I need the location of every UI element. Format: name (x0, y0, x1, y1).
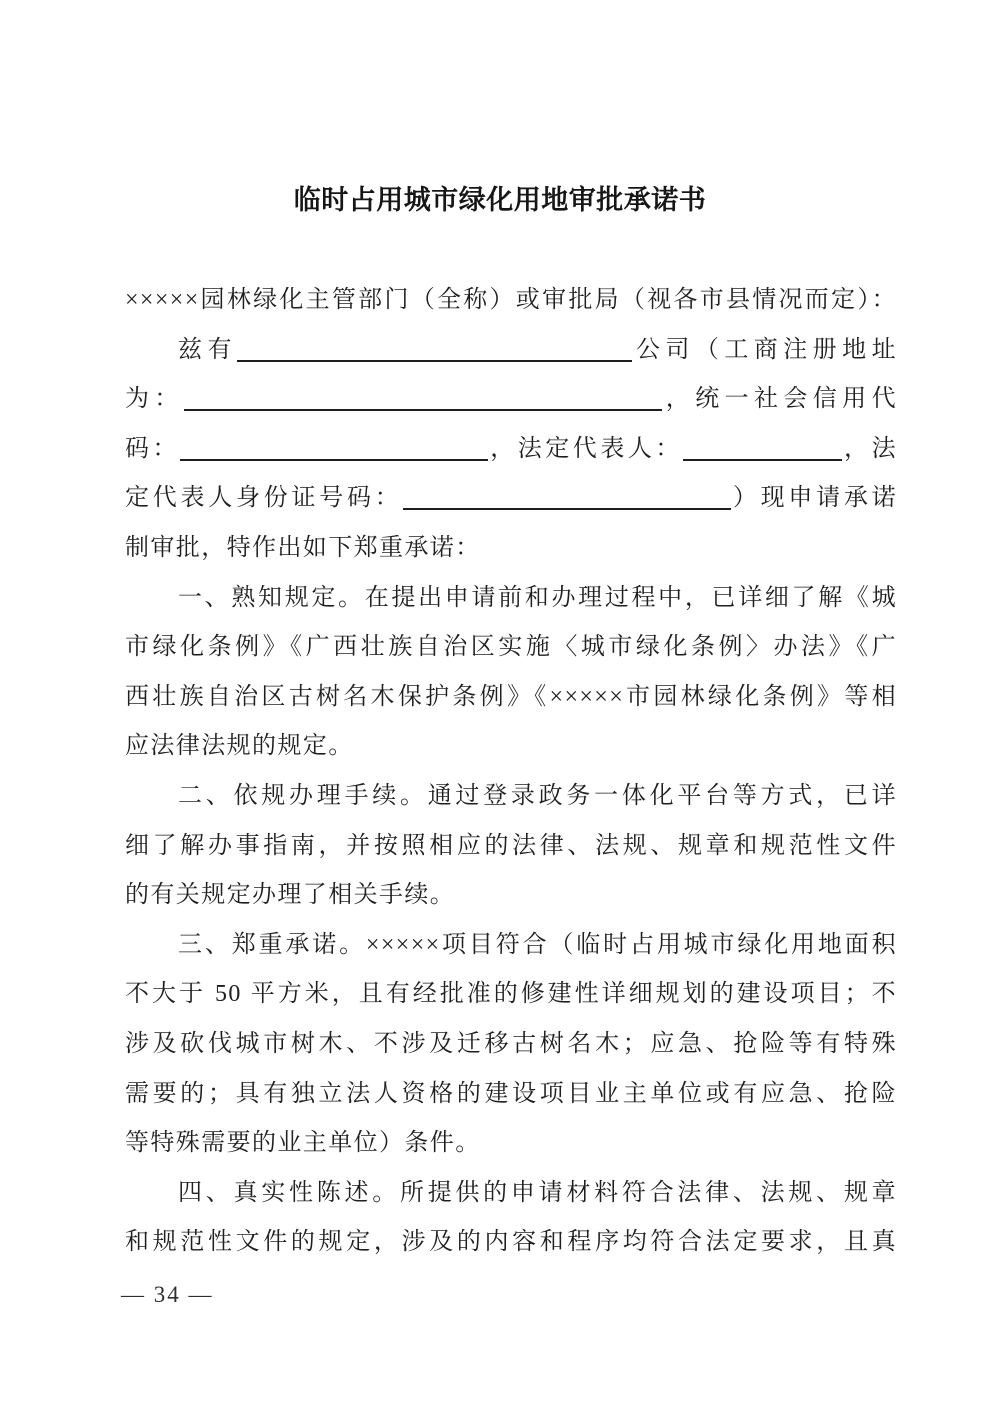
id-number-line (125, 474, 897, 524)
address-line (125, 375, 897, 425)
text-segment: 三、郑重承诺。×××××项目符合（临时占用城市绿化用地面积 (178, 931, 897, 958)
text-segment: 西壮族自治区古树名木保护条例》《×××××市园林绿化条例》等相 (125, 683, 897, 710)
text-segment: 需要的；具有独立法人资格的建设项目业主单位或有应急、抢险 (125, 1080, 897, 1107)
document-title: 临时占用城市绿化用地审批承诺书 (293, 185, 707, 215)
text-segment: 和规范性文件的规定，涉及的内容和程序均符合法定要求，且真 (125, 1229, 897, 1256)
text-segment: 二、依规办理手续。通过登录政务一体化平台等方式，已详 (178, 782, 897, 809)
item3-line4 (125, 1070, 897, 1120)
text-segment: 制审批，特作出如下郑重承诺： (125, 534, 481, 561)
item4-line1 (125, 1169, 897, 1219)
text-segment: 一、熟知规定。在提出申请前和办理过程中，已详细了解《城 (178, 584, 897, 611)
text-segment: ×××××园林绿化主管部门（全称）或审批局（视各市县情况而定）： (125, 287, 897, 313)
item1-line3 (125, 673, 897, 723)
text-segment: 的有关规定办理了相关手续。 (125, 882, 456, 909)
text-segment: ，法 (841, 435, 897, 462)
item2-line2 (125, 822, 897, 872)
text-segment: 等特殊需要的业主单位）条件。 (125, 1130, 481, 1157)
item3-line3 (125, 1020, 897, 1070)
item2-line1 (125, 772, 897, 822)
text-segment: 涉及砍伐城市树木、不涉及迁移古树名木；应急、抢险等有特殊 (125, 1030, 897, 1057)
legal-representative-blank (683, 459, 842, 461)
text-segment: 定代表人身份证号码： (125, 485, 403, 512)
page-number: — 34 — (121, 1282, 214, 1307)
text-segment: 细了解办事指南，并按照相应的法律、法规、规章和规范性文件 (125, 832, 897, 859)
item1-line2 (125, 623, 897, 673)
item2-line3 (125, 871, 897, 921)
item3-line2 (125, 970, 897, 1020)
text-segment: 市绿化条例》《广西壮族自治区实施〈城市绿化条例〉办法》《广 (125, 634, 897, 661)
company-name-blank (237, 360, 632, 362)
text-segment: ，法定代表人： (488, 435, 683, 462)
text-segment: 应法律法规的规定。 (125, 733, 354, 760)
item3-line5 (125, 1119, 897, 1169)
text-segment: 不大于 50 平方米，且有经批准的修建性详细规划的建设项目；不 (125, 981, 897, 1008)
text-segment: ）现申请承诺 (730, 485, 897, 512)
company-line (125, 326, 897, 376)
id-number-blank (403, 508, 731, 510)
text-segment: 四、真实性陈述。所提供的申请材料符合法律、法规、规章 (178, 1179, 897, 1206)
salutation-line (125, 276, 897, 326)
text-segment: 码： (125, 435, 181, 462)
registered-address-blank (184, 409, 662, 411)
text-segment: ，统一社会信用代 (661, 386, 897, 413)
commitment-intro-line (125, 524, 897, 574)
text-segment: 公司（工商注册地址 (631, 336, 897, 363)
item1-line1 (125, 574, 897, 624)
text-segment: 兹有 (178, 336, 237, 363)
item1-line4 (125, 722, 897, 772)
credit-code-line (125, 425, 897, 475)
item3-line1 (125, 921, 897, 971)
credit-code-blank (180, 459, 488, 461)
item4-line2 (125, 1218, 897, 1268)
text-segment: 为： (125, 386, 184, 413)
document-body (125, 276, 897, 1268)
